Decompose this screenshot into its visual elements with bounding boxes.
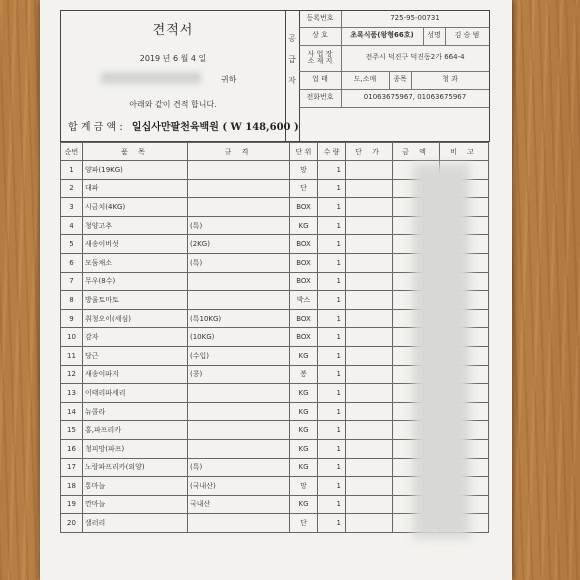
supplier-side-char: 자 — [288, 76, 296, 85]
row-spec: (10KG) — [188, 328, 290, 347]
row-unit: BOX — [290, 198, 318, 217]
header-spec: 규 격 — [188, 143, 290, 161]
row-unit-price — [346, 235, 393, 254]
address-label: 사 업 장 소 재 지 — [299, 45, 342, 71]
row-spec — [188, 161, 290, 180]
redacted-recipient — [101, 72, 201, 84]
row-unit-price — [346, 514, 393, 533]
row-spec: 국내산 — [188, 495, 290, 514]
row-unit: BOX — [290, 253, 318, 272]
row-no: 16 — [61, 439, 83, 458]
row-no: 19 — [61, 495, 83, 514]
row-no: 18 — [61, 477, 83, 496]
tel-label: 전화번호 — [299, 89, 342, 107]
row-unit: KG — [290, 439, 318, 458]
estimate-paper — [40, 0, 512, 580]
row-unit-price — [346, 309, 393, 328]
row-unit: KG — [290, 458, 318, 477]
row-no: 20 — [61, 514, 83, 533]
row-item: 시금치(4KG) — [83, 198, 188, 217]
row-qty: 1 — [318, 346, 346, 365]
row-item: 홍,파프리카 — [83, 421, 188, 440]
total-label: 합 계 금 액 : — [68, 122, 123, 133]
supplier-row-reg — [299, 11, 489, 28]
row-unit-price — [346, 328, 393, 347]
row-unit-price — [346, 253, 393, 272]
row-unit-price — [346, 365, 393, 384]
type-label: 종목 — [389, 71, 412, 89]
supplier-side-char: 공 — [288, 34, 296, 43]
rep-label: 성명 — [423, 27, 446, 45]
type-value: 청 과 — [442, 75, 458, 84]
row-spec — [188, 198, 290, 217]
header-unit: 단 위 — [290, 143, 318, 161]
row-spec — [188, 421, 290, 440]
row-unit: KG — [290, 421, 318, 440]
reg-value: 725-95-00731 — [390, 14, 440, 23]
row-spec: (콩) — [188, 365, 290, 384]
row-unit: KG — [290, 495, 318, 514]
row-no: 15 — [61, 421, 83, 440]
header-amount: 금 액 — [393, 143, 440, 161]
supplier-side-char: 급 — [288, 55, 296, 64]
row-item: 당근 — [83, 346, 188, 365]
row-no: 13 — [61, 384, 83, 403]
row-unit: 단 — [290, 179, 318, 198]
row-no: 10 — [61, 328, 83, 347]
tel-value: 01063675967, 01063675967 — [363, 93, 467, 102]
row-unit-price — [346, 346, 393, 365]
row-no: 14 — [61, 402, 83, 421]
address-value: 전주시 덕진구 덕진동2가 664-4 — [365, 53, 465, 62]
row-no: 3 — [61, 198, 83, 217]
header-remarks: 비 고 — [440, 143, 489, 161]
row-no: 4 — [61, 216, 83, 235]
header-no: 순번 — [61, 143, 83, 161]
row-unit-price — [346, 495, 393, 514]
row-item: 방울토마토 — [83, 291, 188, 310]
row-item: 이태리파세리 — [83, 384, 188, 403]
row-item: 청양고추 — [83, 216, 188, 235]
row-no: 1 — [61, 161, 83, 180]
row-item: 감자 — [83, 328, 188, 347]
row-spec — [188, 272, 290, 291]
business-value: 도,소매 — [341, 71, 390, 89]
row-unit: BOX — [290, 235, 318, 254]
header-unit-price: 단 가 — [346, 143, 393, 161]
row-qty: 1 — [318, 198, 346, 217]
table-header-row — [61, 143, 489, 161]
row-unit: KG — [290, 384, 318, 403]
header-qty: 수 량 — [318, 143, 346, 161]
row-unit: KG — [290, 216, 318, 235]
row-unit: BOX — [290, 272, 318, 291]
row-unit-price — [346, 458, 393, 477]
row-unit: BOX — [290, 309, 318, 328]
row-unit: KG — [290, 346, 318, 365]
row-qty: 1 — [318, 439, 346, 458]
row-spec: (특) — [188, 216, 290, 235]
row-item: 샐러리 — [83, 514, 188, 533]
row-no: 12 — [61, 365, 83, 384]
row-spec: (2KG) — [188, 235, 290, 254]
row-unit-price — [346, 161, 393, 180]
row-spec — [188, 384, 290, 403]
row-item: 깐마늘 — [83, 495, 188, 514]
row-unit-price — [346, 421, 393, 440]
recipient-suffix: 귀하 — [221, 75, 237, 84]
row-no: 7 — [61, 272, 83, 291]
row-qty: 1 — [318, 161, 346, 180]
row-item: 양파(19KG) — [83, 161, 188, 180]
total-value: 일십사만팔천육백원 ( W 148,600 ) — [131, 122, 299, 133]
row-item: 청피망(파프) — [83, 439, 188, 458]
row-spec — [188, 179, 290, 198]
supplier-row-business — [299, 71, 489, 90]
row-unit: BOX — [290, 328, 318, 347]
row-item: 노랑파프리카(외양) — [83, 458, 188, 477]
name-value: 초록식품(왕형66호) — [341, 27, 424, 45]
row-no: 2 — [61, 179, 83, 198]
header-item: 품 목 — [83, 143, 188, 161]
row-qty: 1 — [318, 421, 346, 440]
row-spec: (국내산) — [188, 477, 290, 496]
row-spec — [188, 291, 290, 310]
redacted-prices — [413, 164, 470, 538]
row-qty: 1 — [318, 272, 346, 291]
supplier-row-name — [299, 27, 489, 46]
row-item: 뉴콜라 — [83, 402, 188, 421]
row-item: 새송이파지 — [83, 365, 188, 384]
row-spec — [188, 439, 290, 458]
row-qty: 1 — [318, 216, 346, 235]
row-no: 17 — [61, 458, 83, 477]
row-qty: 1 — [318, 458, 346, 477]
row-qty: 1 — [318, 514, 346, 533]
row-unit-price — [346, 216, 393, 235]
total-amount — [60, 118, 488, 133]
reg-label: 등록번호 — [299, 11, 342, 27]
row-unit-price — [346, 272, 393, 291]
rep-value: 김 승 범 — [454, 31, 480, 40]
row-unit-price — [346, 439, 393, 458]
row-no: 8 — [61, 291, 83, 310]
row-no: 6 — [61, 253, 83, 272]
row-qty: 1 — [318, 179, 346, 198]
name-label: 상 호 — [299, 27, 342, 45]
row-no: 11 — [61, 346, 83, 365]
row-no: 5 — [61, 235, 83, 254]
document-title: 견적서 — [152, 23, 194, 38]
document-note: 아래와 같이 견적 합니다. — [129, 100, 217, 109]
row-spec: (특10KG) — [188, 309, 290, 328]
row-item: 새송이버섯 — [83, 235, 188, 254]
row-item: 통마늘 — [83, 477, 188, 496]
supplier-row-address — [299, 45, 489, 72]
row-qty: 1 — [318, 235, 346, 254]
row-unit: 박스 — [290, 291, 318, 310]
document-date: 2019 년 6 월 4 일 — [139, 54, 207, 63]
row-unit: KG — [290, 402, 318, 421]
row-spec: (수입) — [188, 346, 290, 365]
supplier-row-tel — [299, 89, 489, 108]
business-label: 업 태 — [299, 71, 342, 89]
row-qty: 1 — [318, 477, 346, 496]
row-spec: (특) — [188, 253, 290, 272]
row-qty: 1 — [318, 402, 346, 421]
row-qty: 1 — [318, 328, 346, 347]
row-unit-price — [346, 477, 393, 496]
row-qty: 1 — [318, 309, 346, 328]
row-qty: 1 — [318, 384, 346, 403]
row-spec — [188, 402, 290, 421]
row-unit-price — [346, 179, 393, 198]
row-qty: 1 — [318, 365, 346, 384]
row-spec — [188, 514, 290, 533]
row-unit: 봉 — [290, 365, 318, 384]
row-qty: 1 — [318, 291, 346, 310]
row-unit-price — [346, 402, 393, 421]
row-unit: 단 — [290, 514, 318, 533]
row-item: 대파 — [83, 179, 188, 198]
row-qty: 1 — [318, 253, 346, 272]
row-unit-price — [346, 198, 393, 217]
row-no: 9 — [61, 309, 83, 328]
row-unit-price — [346, 384, 393, 403]
row-item: 모둠채소 — [83, 253, 188, 272]
row-qty: 1 — [318, 495, 346, 514]
row-unit: 망 — [290, 477, 318, 496]
row-item: 취청오이(세심) — [83, 309, 188, 328]
row-item: 무우(8수) — [83, 272, 188, 291]
row-spec: (특) — [188, 458, 290, 477]
row-unit: 망 — [290, 161, 318, 180]
row-unit-price — [346, 291, 393, 310]
